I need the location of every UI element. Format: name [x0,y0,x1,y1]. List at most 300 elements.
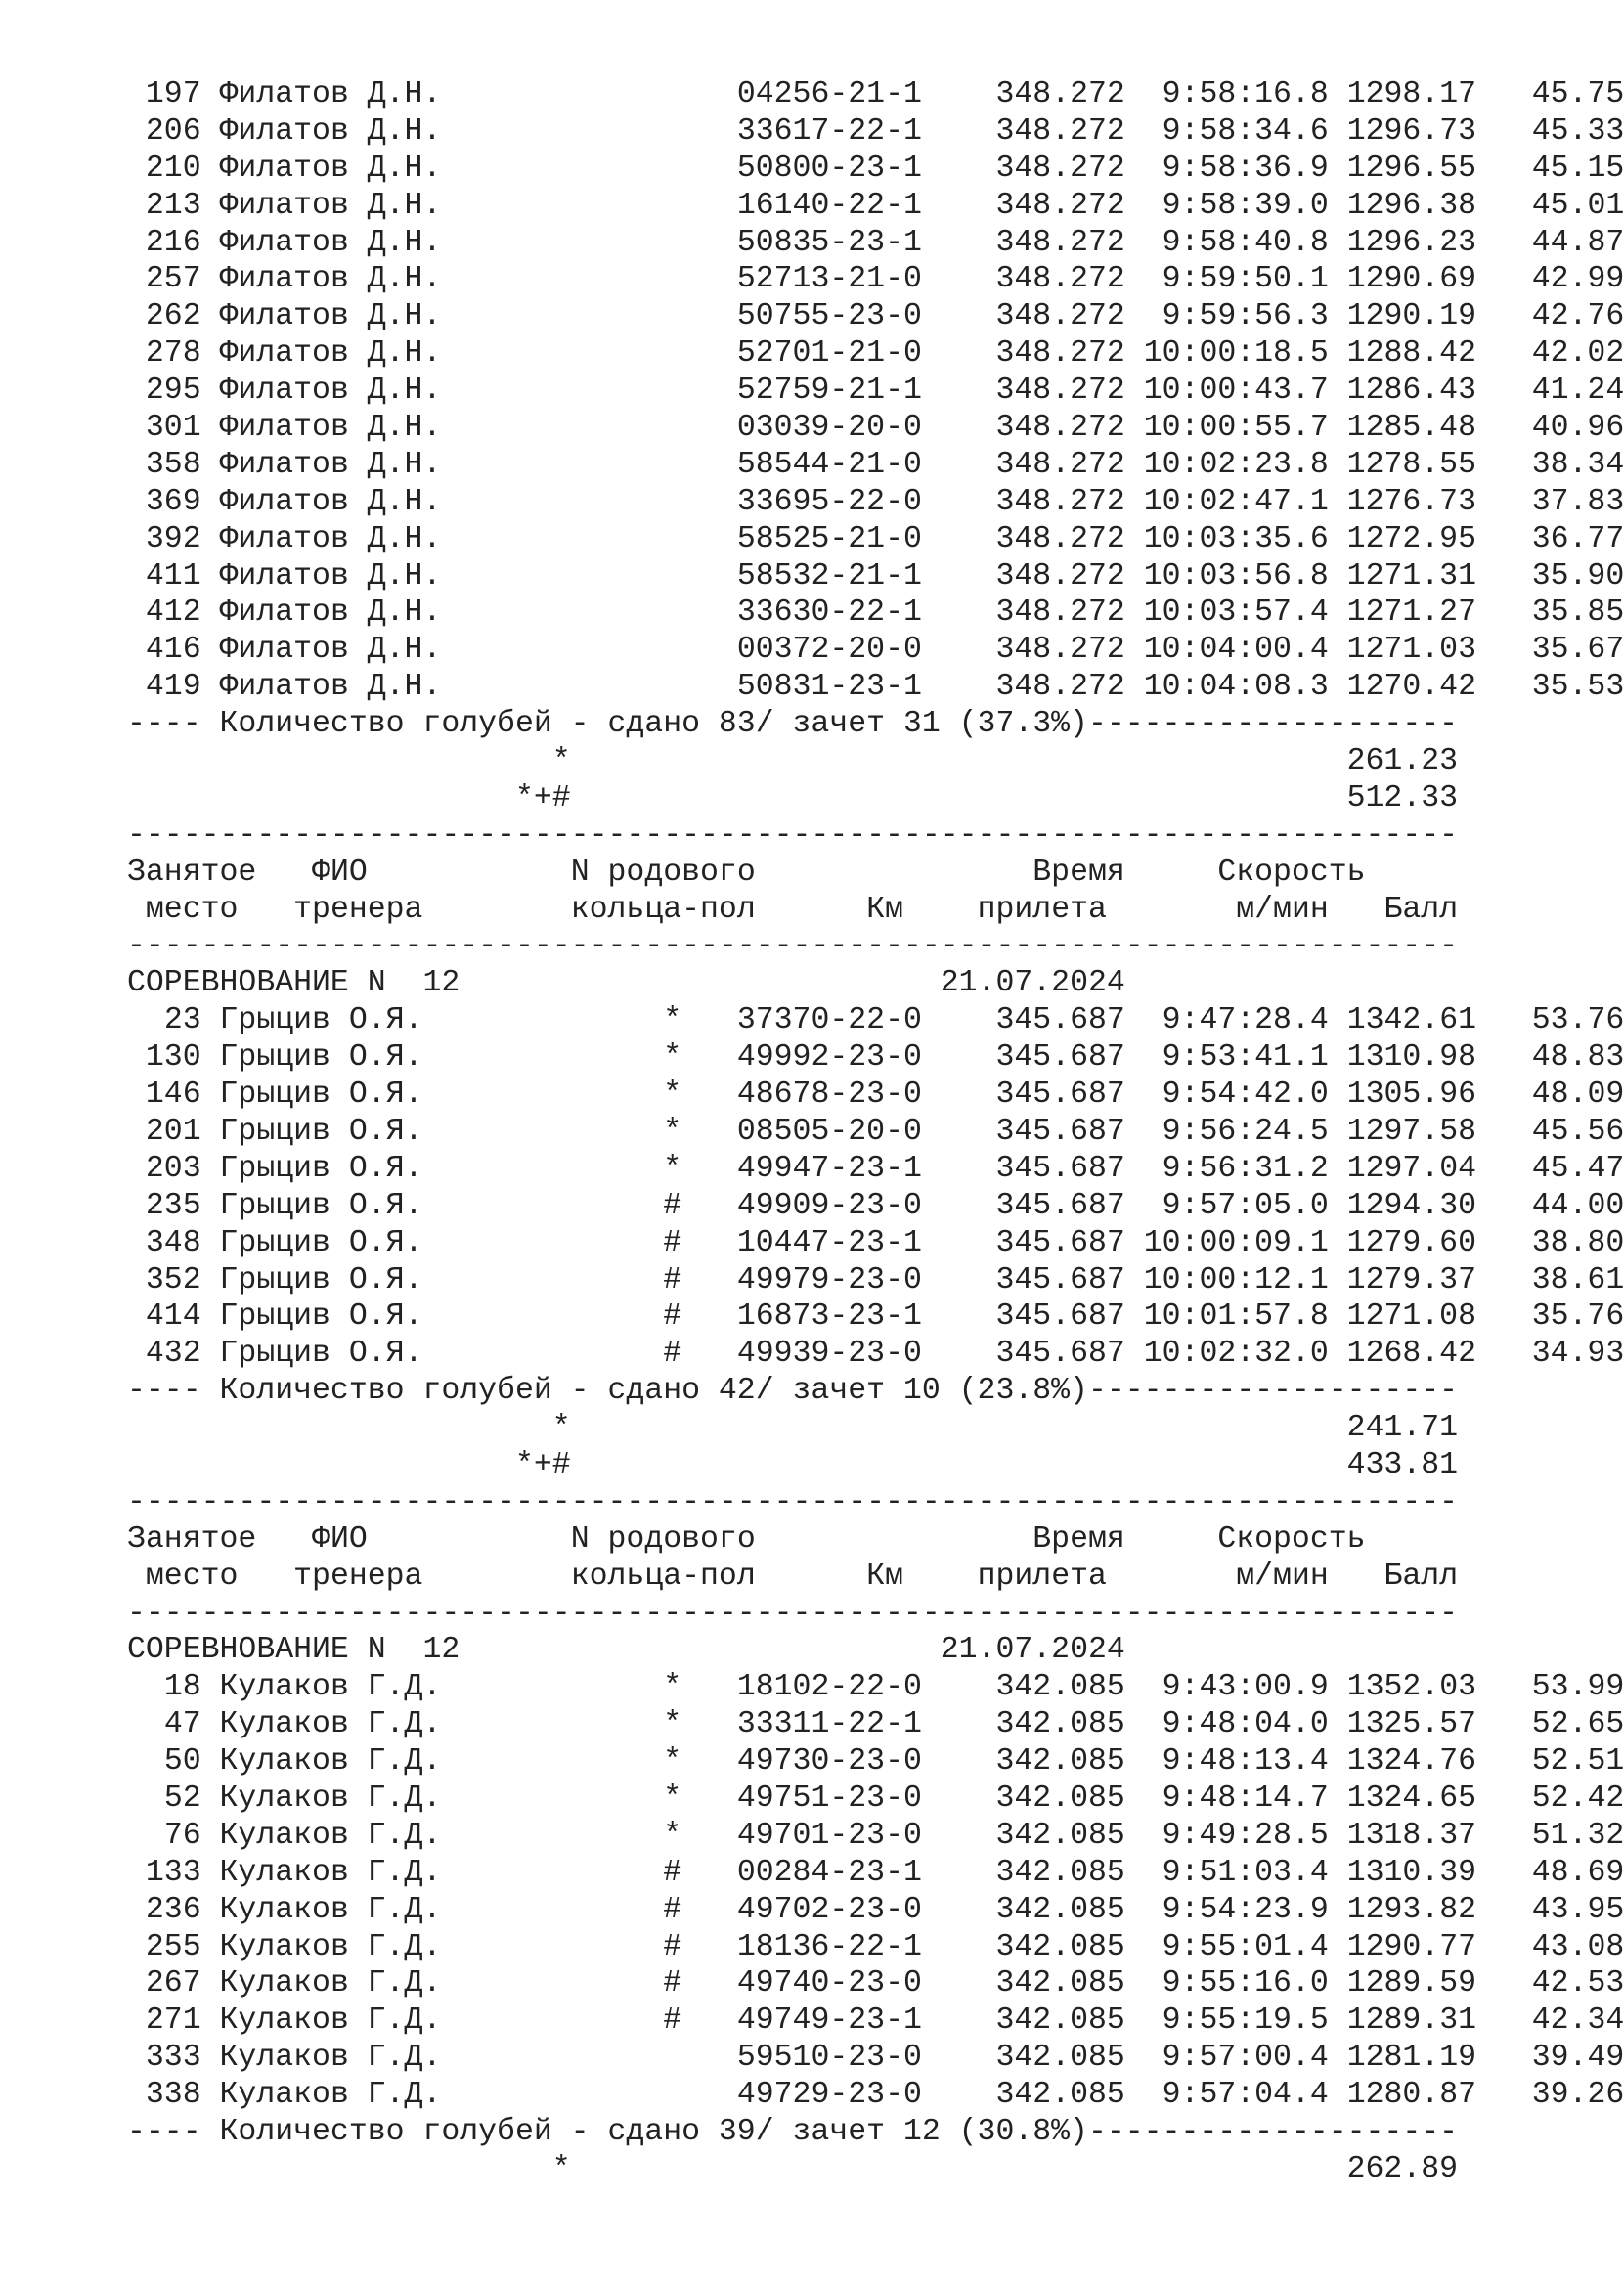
ring-number: 18102-22-0 [736,1670,922,1705]
speed: 1297.58 [1346,1114,1477,1149]
speed: 1310.39 [1346,1855,1477,1890]
ring-number: 33617-22-1 [736,113,922,149]
points: 34.93 [1531,1337,1624,1372]
ring-number: 10447-23-1 [736,1225,922,1260]
arrival-time: 9:59:50.1 [1162,262,1329,297]
header-col: Км [866,892,903,927]
distance-km: 345.687 [995,1299,1125,1335]
speed: 1290.69 [1346,262,1477,297]
trainer-name: Кулаков Г.Д. [219,2078,442,2113]
competition-line [127,965,1545,1002]
distance-km: 342.085 [995,1670,1125,1705]
place: 419 [145,670,201,705]
table-row [127,1188,1624,1225]
distance-km: 345.687 [995,1114,1125,1149]
header-col: тренера [293,1559,423,1594]
trainer-name: Филатов Д.Н. [219,374,442,409]
competition-label: СОРЕВНОВАНИЕ N 12 [127,966,461,1001]
arrival-time: 9:56:31.2 [1162,1151,1329,1186]
ring-number: 49740-23-0 [736,1966,922,2001]
table-row [127,410,1624,447]
table-row [127,2002,1624,2040]
place: 414 [145,1299,201,1335]
arrival-time: 9:47:28.4 [1162,1003,1329,1038]
header-col: прилета [977,892,1107,927]
ring-number: 49729-23-0 [736,2078,922,2113]
header-col: ФИО [312,1521,368,1557]
distance-km: 342.085 [995,1929,1125,1964]
total-star-line [127,2151,1545,2188]
competition-date: 21.07.2024 [940,966,1125,1001]
mark: * [663,1078,682,1113]
table-row [127,1114,1624,1151]
points: 45.56 [1531,1114,1624,1149]
arrival-time: 10:02:47.1 [1143,484,1329,519]
header-col: место [145,1559,239,1594]
ring-number: 49749-23-1 [736,2003,922,2039]
table-row [127,521,1624,558]
mark: * [663,1744,682,1780]
points: 42.34 [1531,2003,1624,2039]
place: 257 [145,262,201,297]
ring-number: 49979-23-0 [736,1262,922,1297]
place: 206 [145,113,201,149]
speed: 1310.98 [1346,1040,1477,1076]
header-col: м/мин [1236,892,1329,927]
speed: 1285.48 [1346,411,1476,446]
trainer-name: Кулаков Г.Д. [219,1781,442,1816]
speed: 1294.30 [1346,1188,1477,1223]
trainer-name: Грыцив О.Я. [219,1337,423,1372]
total-label: *+# [514,780,571,815]
total-all-line [127,780,1545,817]
arrival-time: 10:01:57.8 [1143,1299,1329,1335]
arrival-time: 10:02:23.8 [1143,447,1329,482]
trainer-name: Кулаков Г.Д. [219,1966,442,2001]
table-row [127,1077,1624,1114]
speed: 1289.59 [1346,1966,1477,2001]
distance-km: 342.085 [995,1818,1125,1853]
points: 38.34 [1531,447,1624,482]
summary-text: Количество голубей - сдано 42/ зачет 10 (23.8%) [219,1374,1088,1409]
distance-km: 342.085 [995,2003,1125,2039]
table-row [127,2077,1624,2114]
distance-km: 342.085 [995,1781,1125,1816]
distance-km: 348.272 [995,633,1125,668]
place: 267 [145,1966,201,2001]
trainer-name: Филатов Д.Н. [219,411,442,446]
points: 48.69 [1531,1855,1624,1890]
speed: 1342.61 [1346,1003,1477,1038]
mark: * [663,1040,682,1076]
ring-number: 49702-23-0 [736,1892,922,1927]
distance-km: 348.272 [995,670,1125,705]
place: 412 [145,595,201,631]
trainer-name: Филатов Д.Н. [219,633,442,668]
total-value: 261.23 [1346,744,1459,779]
table-row [127,188,1624,225]
trainer-name: Грыцив О.Я. [219,1262,423,1297]
header-col: кольца-пол [570,1559,756,1594]
place: 50 [163,1744,201,1780]
separator: ------------------------------------------------------------------------ [127,929,1459,964]
header-col: кольца-пол [570,892,756,927]
speed: 1325.57 [1346,1707,1477,1742]
trainer-name: Филатов Д.Н. [219,262,442,297]
table-row [127,1262,1624,1299]
header-col: Балл [1383,1559,1459,1594]
table-row [127,1039,1624,1077]
distance-km: 348.272 [995,188,1125,223]
mark: # [663,1337,682,1372]
header-col: Время [1032,855,1125,890]
summary-line: ---- Количество голубей - сдано 83/ зачет 31 (37.3%)-------------------- [127,707,1459,742]
competition-line [127,1632,1545,1669]
distance-km: 348.272 [995,336,1125,372]
place: 47 [163,1707,201,1742]
arrival-time: 9:57:00.4 [1162,2041,1329,2076]
distance-km: 348.272 [995,299,1125,334]
distance-km: 348.272 [995,484,1125,519]
distance-km: 342.085 [995,1855,1125,1890]
points: 53.99 [1531,1670,1624,1705]
trainer-name: Филатов Д.Н. [219,521,442,556]
speed: 1271.27 [1346,595,1476,631]
header-col: Занятое [127,855,257,890]
speed: 1276.73 [1346,484,1476,519]
arrival-time: 9:55:01.4 [1162,1929,1329,1964]
table-row [127,484,1624,521]
mark: * [663,1818,682,1853]
arrival-time: 9:58:36.9 [1162,151,1329,186]
separator: ------------------------------------------------------------------------ [127,817,1459,853]
speed: 1286.43 [1346,374,1476,409]
arrival-time: 9:48:14.7 [1162,1781,1329,1816]
header-col: ФИО [312,855,368,890]
mark: * [663,1003,682,1038]
header-col: м/мин [1236,1559,1329,1594]
points: 52.42 [1531,1781,1624,1816]
points: 41.24 [1531,374,1624,409]
speed: 1296.73 [1346,113,1477,149]
distance-km: 342.085 [995,2078,1125,2113]
points: 43.08 [1531,1929,1624,1964]
header-col: место [145,892,239,927]
mark: # [663,1929,682,1964]
trainer-name: Кулаков Г.Д. [219,2003,442,2039]
table-row [127,632,1624,669]
trainer-name: Грыцив О.Я. [219,1225,423,1260]
distance-km: 348.272 [995,77,1125,111]
ring-number: 08505-20-0 [736,1114,922,1149]
speed: 1279.37 [1346,1262,1476,1297]
arrival-time: 10:02:32.0 [1143,1337,1329,1372]
mark: # [663,1262,682,1297]
mark: * [663,1707,682,1742]
points: 48.09 [1531,1078,1624,1113]
trainer-name: Кулаков Г.Д. [219,1929,442,1964]
distance-km: 342.085 [995,1966,1125,2001]
table-row [127,1706,1624,1743]
table-row [127,1002,1624,1039]
ring-number: 52713-21-0 [736,262,922,297]
place: 197 [145,77,201,111]
points: 38.80 [1531,1225,1624,1260]
place: 338 [145,2078,201,2113]
place: 295 [145,374,201,409]
mark: * [663,1114,682,1149]
table-row [127,113,1624,151]
header-col: тренера [293,892,423,927]
trainer-name: Грыцив О.Я. [219,1040,423,1076]
speed: 1298.17 [1346,77,1477,111]
points: 45.01 [1531,188,1624,223]
trainer-name: Грыцив О.Я. [219,1299,423,1335]
arrival-time: 9:53:41.1 [1162,1040,1329,1076]
mark: # [663,2003,682,2039]
distance-km: 348.272 [995,411,1125,446]
points: 43.95 [1531,1892,1624,1927]
points: 38.61 [1531,1262,1624,1297]
trainer-name: Филатов Д.Н. [219,151,442,186]
distance-km: 348.272 [995,447,1125,482]
total-value: 433.81 [1346,1447,1459,1482]
header-col: N родового [570,1521,756,1557]
points: 44.00 [1531,1188,1624,1223]
total-value: 262.89 [1346,2151,1459,2186]
ring-number: 50835-23-1 [736,225,922,260]
place: 301 [145,411,201,446]
summary-text: Количество голубей - сдано 83/ зачет 31 (37.3%) [219,707,1088,742]
ring-number: 16873-23-1 [736,1299,922,1335]
arrival-time: 9:51:03.4 [1162,1855,1329,1890]
ring-number: 49909-23-0 [736,1188,922,1223]
trainer-name: Филатов Д.Н. [219,188,442,223]
ring-number: 50800-23-1 [736,151,922,186]
place: 416 [145,633,201,668]
header-col: Балл [1383,892,1459,927]
distance-km: 348.272 [995,521,1125,556]
ring-number: 33630-22-1 [736,595,922,631]
place: 262 [145,299,201,334]
header-col: Время [1032,1521,1125,1557]
summary-line: ---- Количество голубей - сдано 42/ зачет 10 (23.8%)-------------------- [127,1374,1459,1409]
arrival-time: 9:55:16.0 [1162,1966,1329,2001]
place: 23 [163,1003,201,1038]
header-col: N родового [570,855,756,890]
table-row [127,1781,1624,1818]
arrival-time: 10:04:08.3 [1143,670,1329,705]
place: 146 [145,1078,201,1113]
table-row [127,76,1624,113]
speed: 1305.96 [1346,1078,1477,1113]
speed: 1296.38 [1346,188,1477,223]
header-col: Км [866,1559,903,1594]
points: 35.53 [1531,670,1624,705]
trainer-name: Филатов Д.Н. [219,595,442,631]
speed: 1324.76 [1346,1744,1477,1780]
trainer-name: Кулаков Г.Д. [219,1892,442,1927]
table-row [127,594,1624,632]
separator: ------------------------------------------------------------------------ [127,1484,1459,1519]
total-label: * [551,2151,571,2186]
trainer-name: Филатов Д.Н. [219,670,442,705]
ring-number: 49947-23-1 [736,1151,922,1186]
trainer-name: Кулаков Г.Д. [219,1707,442,1742]
ring-number: 49730-23-0 [736,1744,922,1780]
total-label: * [551,1411,571,1446]
arrival-time: 9:58:16.8 [1162,77,1329,111]
header-col: Скорость [1217,855,1366,890]
speed: 1279.60 [1346,1225,1476,1260]
place: 392 [145,521,201,556]
place: 235 [145,1188,201,1223]
arrival-time: 9:56:24.5 [1162,1114,1329,1149]
place: 130 [145,1040,201,1076]
arrival-time: 10:04:00.4 [1143,633,1329,668]
arrival-time: 9:58:40.8 [1162,225,1329,260]
points: 45.47 [1531,1151,1624,1186]
mark: # [663,1892,682,1927]
arrival-time: 9:43:00.9 [1162,1670,1329,1705]
trainer-name: Филатов Д.Н. [219,336,442,372]
trainer-name: Филатов Д.Н. [219,225,442,260]
points: 42.76 [1531,299,1624,334]
speed: 1296.55 [1346,151,1477,186]
points: 42.02 [1531,336,1624,372]
trainer-name: Филатов Д.Н. [219,113,442,149]
ring-number: 49701-23-0 [736,1818,922,1853]
place: 236 [145,1892,201,1927]
points: 42.99 [1531,262,1624,297]
place: 201 [145,1114,201,1149]
place: 216 [145,225,201,260]
ring-number: 52759-21-1 [736,374,922,409]
table-row [127,558,1624,595]
header-col: прилета [977,1559,1107,1594]
ring-number: 48678-23-0 [736,1078,922,1113]
table-row [127,669,1624,706]
speed: 1268.42 [1346,1337,1476,1372]
ring-number: 18136-22-1 [736,1929,922,1964]
ring-number: 50831-23-1 [736,670,922,705]
distance-km: 345.687 [995,1151,1125,1186]
table-row [127,1743,1624,1781]
arrival-time: 9:57:05.0 [1162,1188,1329,1223]
trainer-name: Филатов Д.Н. [219,299,442,334]
competition-date: 21.07.2024 [940,1633,1125,1668]
table-header-row-2 [127,1559,1545,1596]
place: 133 [145,1855,201,1890]
distance-km: 348.272 [995,374,1125,409]
speed: 1290.77 [1346,1929,1477,1964]
arrival-time: 9:59:56.3 [1162,299,1329,334]
mark: # [663,1966,682,2001]
trainer-name: Грыцив О.Я. [219,1151,423,1186]
total-value: 241.71 [1346,1411,1459,1446]
total-label: *+# [514,1447,571,1482]
speed: 1271.08 [1346,1299,1476,1335]
trainer-name: Грыцив О.Я. [219,1114,423,1149]
distance-km: 342.085 [995,2041,1125,2076]
points: 45.33 [1531,113,1624,149]
points: 35.67 [1531,633,1624,668]
total-star-line [127,1410,1545,1447]
arrival-time: 9:48:04.0 [1162,1707,1329,1742]
table-row [127,1965,1624,2002]
trainer-name: Кулаков Г.Д. [219,1670,442,1705]
mark: # [663,1188,682,1223]
ring-number: 33311-22-1 [736,1707,922,1742]
distance-km: 345.687 [995,1188,1125,1223]
mark: * [663,1781,682,1816]
place: 255 [145,1929,201,1964]
mark: * [663,1151,682,1186]
trainer-name: Кулаков Г.Д. [219,2041,442,2076]
arrival-time: 9:49:28.5 [1162,1818,1329,1853]
distance-km: 342.085 [995,1892,1125,1927]
distance-km: 345.687 [995,1078,1125,1113]
table-row [127,298,1624,335]
total-label: * [551,744,571,779]
speed: 1318.37 [1346,1818,1477,1853]
points: 52.65 [1531,1707,1624,1742]
ring-number: 58532-21-1 [736,558,922,594]
arrival-time: 9:57:04.4 [1162,2078,1329,2113]
ring-number: 49939-23-0 [736,1337,922,1372]
table-row [127,1929,1624,1966]
speed: 1324.65 [1346,1781,1477,1816]
place: 52 [163,1781,201,1816]
table-row [127,1818,1624,1855]
table-row [127,1225,1624,1262]
speed: 1272.95 [1346,521,1476,556]
arrival-time: 10:00:55.7 [1143,411,1329,446]
arrival-time: 9:54:42.0 [1162,1078,1329,1113]
summary-text: Количество голубей - сдано 39/ зачет 12 (30.8%) [219,2114,1088,2149]
points: 39.26 [1531,2078,1624,2113]
distance-km: 345.687 [995,1225,1125,1260]
ring-number: 58544-21-0 [736,447,922,482]
points: 35.76 [1531,1299,1624,1335]
separator: ------------------------------------------------------------------------ [127,1596,1459,1631]
arrival-time: 10:00:12.1 [1143,1262,1329,1297]
distance-km: 348.272 [995,151,1125,186]
points: 42.53 [1531,1966,1624,2001]
trainer-name: Кулаков Г.Д. [219,1818,442,1853]
points: 45.15 [1531,151,1624,186]
trainer-name: Грыцив О.Я. [219,1078,423,1113]
distance-km: 342.085 [995,1744,1125,1780]
speed: 1290.19 [1346,299,1477,334]
table-row [127,261,1624,298]
place: 348 [145,1225,201,1260]
place: 411 [145,558,201,594]
points: 53.76 [1531,1003,1624,1038]
distance-km: 348.272 [995,558,1125,594]
points: 39.49 [1531,2041,1624,2076]
mark: * [663,1670,682,1705]
distance-km: 345.687 [995,1337,1125,1372]
points: 35.85 [1531,595,1624,631]
table-row [127,1151,1624,1188]
mark: # [663,1299,682,1335]
trainer-name: Филатов Д.Н. [219,77,442,111]
place: 213 [145,188,201,223]
speed: 1296.23 [1346,225,1477,260]
points: 44.87 [1531,225,1624,260]
ring-number: 58525-21-0 [736,521,922,556]
